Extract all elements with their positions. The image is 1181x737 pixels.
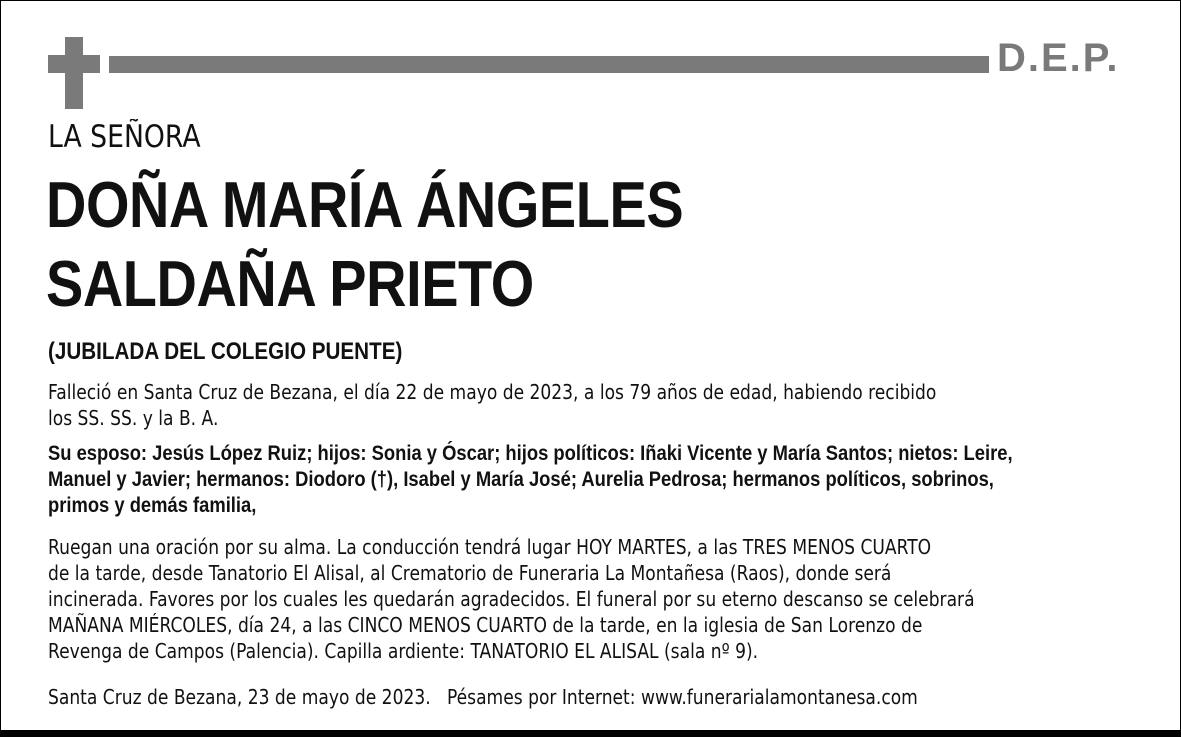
footer [48, 684, 918, 710]
deceased-name [46, 165, 683, 323]
name-line: SALDAÑA PRIETO [46, 247, 534, 320]
place-date: Santa Cruz de Bezana, 23 de mayo de 2023. [48, 685, 431, 709]
text-line: Falleció en Santa Cruz de Bezana, el día 22 de mayo de 2023, a los 79 años de edad, habiendo recibido [48, 380, 937, 404]
text-line: de la tarde, desde Tanatorio El Alisal, al Crematorio de Funeraria La Montañesa (Raos), donde será [48, 561, 892, 585]
header-rule [109, 56, 989, 73]
honorific: LA SEÑORA [48, 119, 201, 155]
text-line: Ruegan una oración por su alma. La conducción tendrá lugar HOY MARTES, a las TRES MENOS CUARTO [48, 535, 932, 559]
text-line: los SS. SS. y la B. A. [48, 406, 219, 430]
dep-badge: D.E.P. [997, 36, 1120, 80]
text-line: Manuel y Javier; hermanos: Diodoro (†), Isabel y María José; Aurelia Pedrosa; hermanos políticos, sobrinos, [48, 468, 994, 491]
text-line: incinerada. Favores por los cuales les quedarán agradecidos. El funeral por su eterno descanso se celebrará [48, 587, 975, 611]
death-notice-paragraph [48, 379, 1134, 431]
name-line: DOÑA MARÍA ÁNGELES [46, 168, 684, 241]
text-line: Su esposo: Jesús López Ruiz; hijos: Sonia y Óscar; hijos políticos: Iñaki Vicente y María Santos; nietos: Leire, [48, 442, 1013, 465]
text-line: Revenga de Campos (Palencia). Capilla ardiente: TANATORIO EL ALISAL (sala nº 9). [48, 639, 759, 663]
cross-icon [48, 37, 100, 109]
text-line: MAÑANA MIÉRCOLES, día 24, a las CINCO MENOS CUARTO de la tarde, en la iglesia de San Lorenzo de [48, 613, 923, 637]
family-paragraph [48, 441, 1116, 519]
condolences-text: Pésames por Internet: www.funerarialamontanesa.com [446, 685, 918, 709]
service-paragraph [48, 534, 1134, 664]
text-line: primos y demás familia, [48, 494, 257, 517]
role-subtitle: (JUBILADA DEL COLEGIO PUENTE) [48, 338, 403, 365]
